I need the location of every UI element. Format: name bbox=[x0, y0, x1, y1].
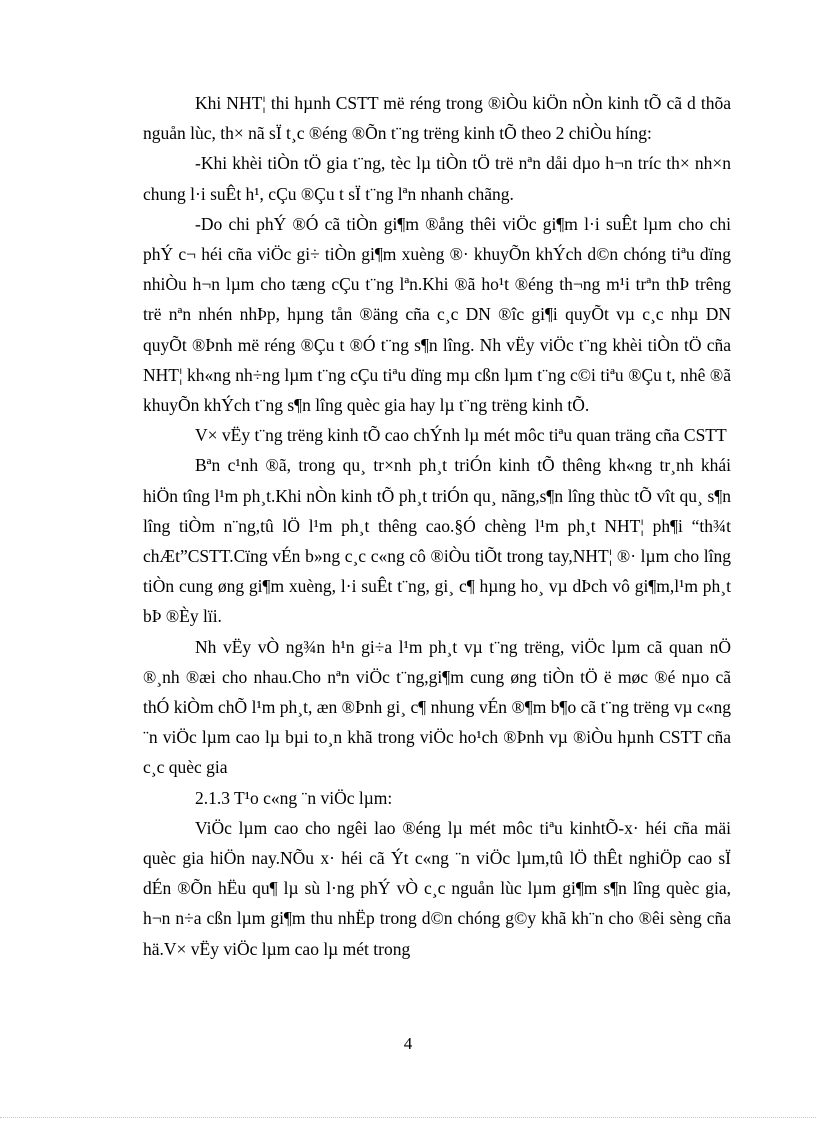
section-heading: 2.1.3 T¹o c«ng ¨n viÖc lµm: bbox=[195, 787, 393, 808]
paragraph-6: Nh vËy vÒ ng¾n h¹n gi÷a l¹m ph¸t vµ t¨ng trëng, viÖc lµm cã quan nÖ ®¸nh ®æi cho nhau.Cho nªn viÖc t¨ng,gi¶m cung øng tiÒn tÖ ë møc ®é nµo cã thÓ kiÒm chÕ l¹m ph¸t, æn ®Þnh gi¸ c¶ nhung vÉn ®¶m b¶o cã t¨ng trëng vµ c«ng ¨n viÖc lµm cao lµ bµi to¸n khã trong viÖc ho¹ch ®Þnh vµ ®iÒu hµnh CSTT cña c¸c quèc gia bbox=[143, 636, 731, 778]
page-bottom-divider bbox=[0, 1117, 816, 1118]
paragraph-5: Bªn c¹nh ®ã, trong qu¸ tr×nh ph¸t triÓn kinh tÕ thêng kh«ng tr¸nh khái hiÖn tîng l¹m ph¸t.Khi nÒn kinh tÕ ph¸t triÓn qu¸ nãng,s¶n lîng thùc tÕ vît qu¸ s¶n lîng tiÒm n¨ng,tû lÖ l¹m ph¸t thêng cao.§Ó chèng l¹m ph¸t NHT¦ ph¶i “th¾t chÆt”CSTT.Cïng vÉn b»ng c¸c c«ng cô ®iÒu tiÕt trong tay,NHT¦ ®· lµm cho lîng tiÒn cung øng gi¶m xuèng, l·i suÊt t¨ng, gi¸ c¶ hµng ho¸ vµ dÞch vô gi¶m,l¹m ph¸t bÞ ®Èy lïi. bbox=[143, 455, 731, 627]
page-number: 4 bbox=[403, 1034, 413, 1053]
paragraph-3: -Do chi phÝ ®Ó cã tiÒn gi¶m ®ång thêi viÖc gi¶m l·i suÊt lµm cho chi phÝ c¬ héi cña viÖc gi÷ tiÒn gi¶m xuèng ®· khuyÕn khÝch d©n chóng tiªu dïng nhiÒu h¬n lµm cho tæng cÇu t¨ng lªn.Khi ®ã ho¹t ®éng th¬ng m¹i trªn thÞ trêng trë nªn nhén nhÞp, hµng tån ®äng cña c¸c DN ®îc gi¶i quyÕt vµ c¸c nhµ DN quyÕt ®Þnh më réng ®Çu t ®Ó t¨ng s¶n lîng. Nh vËy viÖc t¨ng khèi tiÒn tÖ cña NHT¦ kh«ng nh÷ng lµm t¨ng cÇu tiªu dïng mµ cßn lµm t¨ng c©i tiªu ®Çu t, nhê ®ã khuyÕn khÝch t¨ng s¶n lîng quèc gia hay lµ t¨ng trëng kinh tÕ. bbox=[143, 213, 731, 416]
page-body bbox=[143, 88, 731, 964]
paragraph-1: Khi NHT¦ thi hµnh CSTT më réng trong ®iÒu kiÖn nÒn kinh tÕ cã d thõa nguån lùc, th× nã sÏ t¸c ®éng ®Õn t¨ng trëng kinh tÕ theo 2 chiÒu híng: bbox=[143, 93, 731, 144]
paragraph-2: -Khi khèi tiÒn tÖ gia t¨ng, tèc lµ tiÒn tÖ trë nªn dåi dµo h¬n tríc th× nh×n chung l·i suÊt h¹, cÇu ®Çu t sÏ t¨ng lªn nhanh chãng. bbox=[143, 153, 731, 204]
paragraph-4: V× vËy t¨ng trëng kinh tÕ cao chÝnh lµ mét môc tiªu quan träng cña CSTT bbox=[195, 425, 727, 446]
paragraph-7: ViÖc lµm cao cho ngêi lao ®éng lµ mét môc tiªu kinhtÕ-x· héi cña mäi quèc gia hiÖn nay.NÕu x· héi cã Ýt c«ng ¨n viÖc lµm,tû lÖ thÊt nghiÖp cao sÏ dÉn ®Õn hËu qu¶ lµ sù l·ng phÝ vÒ c¸c nguån lùc lµm gi¶m s¶n lîng quèc gia, h¬n n÷a cßn lµm gi¶m thu nhËp trong d©n chóng g©y khã kh¨n cho ®êi sèng cña hä.V× vËy viÖc lµm cao lµ mét trong bbox=[143, 817, 731, 959]
